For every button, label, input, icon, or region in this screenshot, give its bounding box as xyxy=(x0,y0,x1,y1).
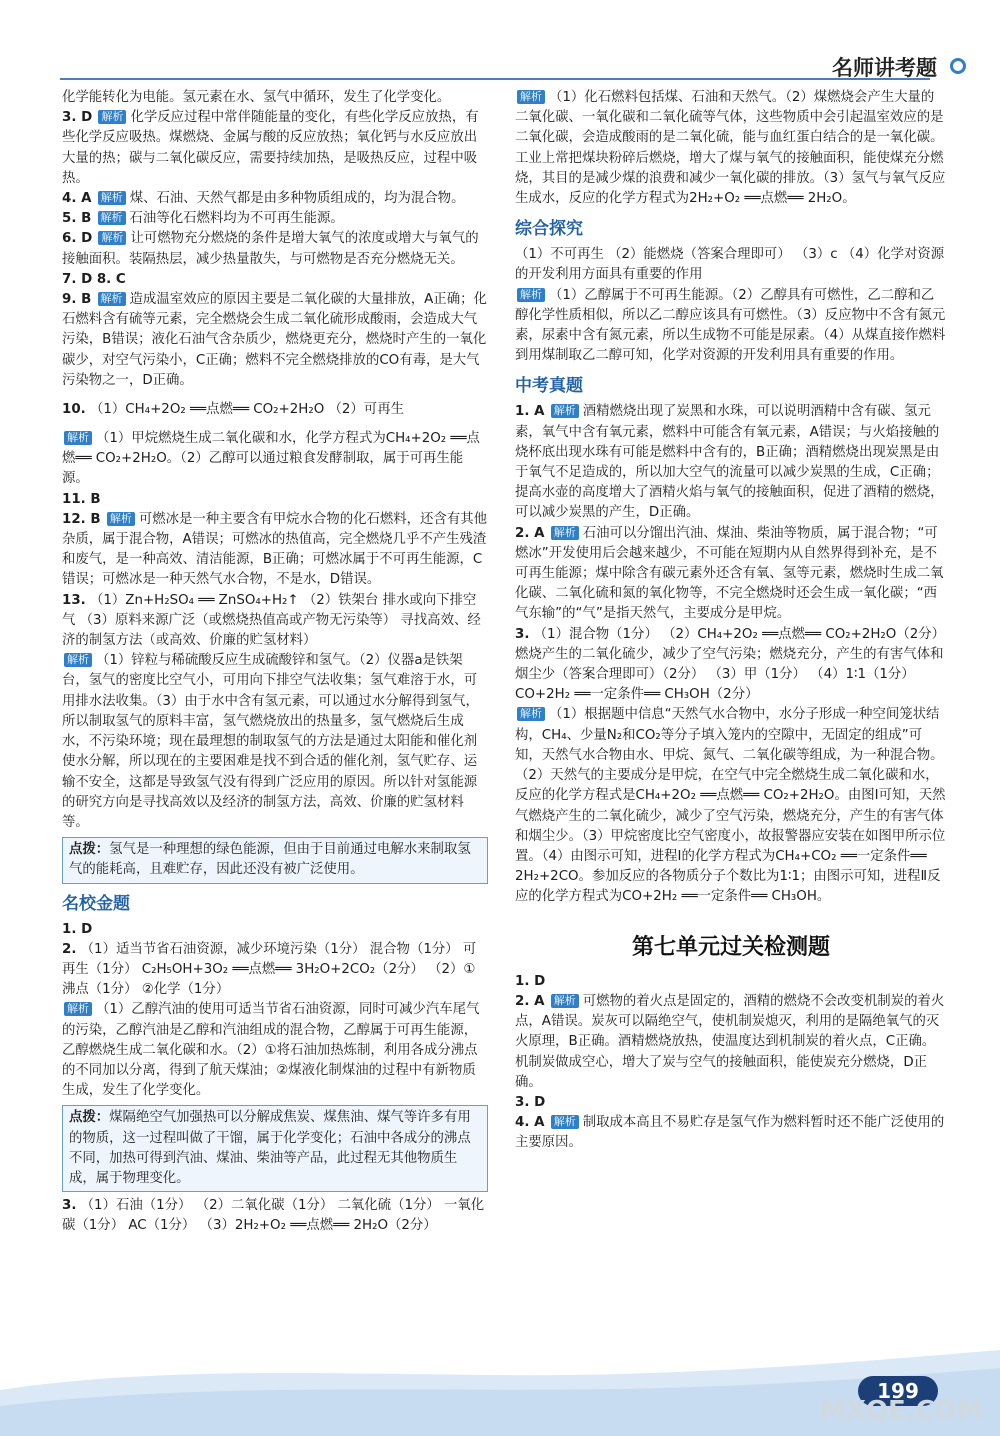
question-number: 5. B xyxy=(62,211,92,227)
answer-item xyxy=(515,1093,947,1113)
answer-text: （1）适当节省石油资源，减少环境污染（1分） 混合物（1分） 可再生（1分） C₂H₅OH+3O₂ ══点燃══ 3H₂O+2CO₂（2分） （2）①沸点（1分） ②化学（1分） xyxy=(62,941,477,998)
answer-item xyxy=(62,209,488,229)
answer-item xyxy=(62,88,488,108)
analysis-tag: 解析 xyxy=(64,1002,92,1016)
answer-text: 让可燃物充分燃烧的条件是增大氧气的浓度或增大与氧气的接触面积。装隔热层，减少热量散失，与可燃物是否充分燃烧无关。 xyxy=(62,231,479,267)
answer-item xyxy=(62,510,488,591)
analysis-tag: 解析 xyxy=(517,90,545,104)
answer-text: 石油等化石燃料均为不可再生能源。 xyxy=(129,211,344,227)
answer-text: 氢气是一种理想的绿色能源，但由于目前通过电解水来制取氢气的能耗高，且难贮存，因此还没有被广泛使用。 xyxy=(69,842,471,878)
answer-item xyxy=(62,920,488,940)
section-heading: 名校金题 xyxy=(62,893,130,914)
answer-item xyxy=(62,189,488,209)
answer-item xyxy=(62,270,488,290)
answer-text: （1）石油（1分） （2）二氧化碳（1分） 二氧化硫（1分） 一氧化碳（1分） AC（1分） （3）2H₂+O₂ ══点燃══ 2H₂O（2分） xyxy=(62,1198,485,1234)
header-title: 名师讲考题 xyxy=(832,56,937,80)
analysis-tag: 解析 xyxy=(551,404,579,418)
answer-text: （1）不可再生 （2）能燃烧（答案合理即可） （3）c （4）化学对资源的开发利用方面具有重要的作用 xyxy=(515,247,945,283)
header-circle-icon xyxy=(950,58,966,74)
question-number: 10. xyxy=(62,402,86,418)
question-number: 3. xyxy=(62,1198,77,1214)
question-number: 2. A xyxy=(515,993,545,1009)
question-number: 12. B xyxy=(62,511,101,527)
answer-text: 可燃物的着火点是固定的，酒精的燃烧不会改变机制炭的着火点，A错误。炭灰可以隔绝空气，使机制炭熄灭，利用的是隔绝氧气的灭火原理，B正确。酒精燃烧放热，使温度达到机制炭的着火点，C正确。机制炭做成空心，增大了炭与空气的接触面积，能使炭充分燃烧，D正确。 xyxy=(515,993,945,1090)
answer-text: 制取成本高且不易贮存是氢气作为燃料暂时还不能广泛使用的主要原因。 xyxy=(515,1115,945,1151)
analysis-tag: 解析 xyxy=(107,512,135,526)
question-number: 1. D xyxy=(62,921,93,937)
answer-text: 煤、石油、天然气都是由多种物质组成的，均为混合物。 xyxy=(129,191,465,207)
answer-item xyxy=(515,88,947,209)
analysis-tag: 解析 xyxy=(98,292,126,306)
question-number: 7. D 8. C xyxy=(62,271,126,287)
answer-item xyxy=(515,524,947,625)
analysis-tag: 解析 xyxy=(64,653,92,667)
analysis-tag: 解析 xyxy=(517,707,545,721)
answer-text: 酒精燃烧出现了炭黑和水珠，可以说明酒精中含有碳、氢元素，氧气中含有氧元素，燃料中可能含有氧元素，A错误；与火焰接触的烧杯底出现水珠有可能是燃料中含有的，B正确；酒精燃烧出现炭黑是由于氧气不足造成的，所以加大空气的流量可以减少炭黑的生成，C正确；提高水壶的高度增大了酒精火焰与氧气的接触面积，促进了酒精的燃烧，可以减少炭黑的产生，D正确。 xyxy=(515,404,944,521)
answer-item xyxy=(515,286,947,367)
answer-text: （1）乙醇属于不可再生能源。（2）乙醇具有可燃性，乙二醇和乙醇化学性质相似，所以乙二醇应该具有可燃性。（3）反应物中不含有氮元素，尿素中含有氮元素，所以生成物不可能是尿素。（4）从煤直接作燃料到用煤制取乙二醇可知，化学对资源的开发利用具有重要的作用。 xyxy=(515,287,946,364)
question-number: 6. D xyxy=(62,231,93,247)
answer-item xyxy=(515,705,947,907)
analysis-tag: 解析 xyxy=(98,191,126,205)
analysis-tag: 解析 xyxy=(551,994,579,1008)
answer-text: （1）CH₄+2O₂ ══点燃══ CO₂+2H₂O （2）可再生 xyxy=(90,402,404,418)
answer-text: （1）根据题中信息“天然气水合物中，水分子形成一种空间笼状结构，CH₄、少量N₂和CO₂等分子填入笼内的空隙中，无固定的组成”可知，天然气水合物由水、甲烷、氮气、二氧化碳等组成，为一种混合物。（2）天然气的主要成分是甲烷，在空气中完全燃烧生成二氧化碳和水，反应的化学方程式是CH₄+2O₂ ══点燃══ CO₂+2H₂O。由图Ⅰ可知，天然气燃烧产生的二氧化硫少，减少了空气污染，燃烧充分，产生的有害气体和烟尘少。（3）甲烷密度比空气密度小，故报警器应安装在如图甲所示位置。（4）由图示可知，进程Ⅰ的化学方程式为CH₄+CO₂ ══一定条件══ 2H₂+2CO。参加反应的各物质分子个数比为1∶1；由图示可知，进程Ⅱ反应的化学方程式为CO+2H₂ ══一定条件══ CH₃OH。 xyxy=(515,707,946,905)
question-number: 4. A xyxy=(515,1115,545,1131)
answer-text: 化学能转化为电能。氢元素在水、氢气中循环，发生了化学变化。 xyxy=(62,90,451,105)
question-number: 2. A xyxy=(515,525,545,541)
analysis-tag: 解析 xyxy=(517,288,545,302)
question-number: 3. D xyxy=(515,1094,546,1110)
answer-item xyxy=(62,1196,488,1236)
question-number: 3. xyxy=(515,626,530,642)
question-number: 1. A xyxy=(515,404,545,420)
answer-item xyxy=(62,108,488,189)
question-number: 11. B xyxy=(62,491,101,507)
answer-item xyxy=(515,245,947,285)
question-number: 3. D xyxy=(62,110,93,126)
unit-title: 第七单元过关检测题 xyxy=(631,934,830,960)
answer-item xyxy=(515,625,947,706)
answer-item xyxy=(515,972,947,992)
analysis-tag: 解析 xyxy=(64,431,92,445)
section-heading: 综合探究 xyxy=(515,219,583,240)
question-number: 9. B xyxy=(62,292,92,308)
analysis-tag: 解析 xyxy=(98,110,126,124)
answer-item xyxy=(62,397,488,423)
analysis-tag: 解析 xyxy=(98,231,126,245)
answer-text: （1）乙醇汽油的使用可适当节省石油资源，同时可减少汽车尾气的污染，乙醇汽油是乙醇和汽油组成的混合物，乙醇属于可再生能源，乙醇燃烧生成二氧化碳和水。（2）①将石油加热炼制，利用各成分沸点的不同加以分离，得到了航天煤油；②煤液化制煤油的过程中有新物质生成，发生了化学变化。 xyxy=(62,1002,480,1099)
answer-item xyxy=(62,429,488,490)
tip-box xyxy=(62,837,488,883)
question-number: 1. D xyxy=(515,973,546,989)
tip-label: 点拨： xyxy=(69,1110,110,1126)
tip-label: 点拨： xyxy=(69,842,110,858)
answer-text: 造成温室效应的原因主要是二氧化碳的大量排放，A正确；化石燃料含有硫等元素，完全燃烧会生成二氧化硫形成酸雨，会造成大气污染，B错误；液化石油气含杂质少，燃烧更充分，燃烧时产生的一氧化碳少，对空气污染小，C正确；燃料不完全燃烧排放的CO有毒，是大气污染物之一，D正确。 xyxy=(62,292,487,388)
answer-text: 煤隔绝空气加强热可以分解成焦炭、煤焦油、煤气等许多有用的物质，这一过程叫做了干馏，属于化学变化；石油中各成分的沸点不同，加热可得到汽油、煤油、柴油等产品，此过程无其他物质生成，属于物理变化。 xyxy=(69,1110,471,1186)
answer-item xyxy=(515,992,947,1093)
answer-item xyxy=(515,1113,947,1153)
question-number: 4. A xyxy=(62,191,92,207)
answer-item xyxy=(62,490,488,510)
header-rule xyxy=(60,78,930,80)
tip-box xyxy=(62,1105,488,1192)
question-number: 2. xyxy=(62,941,77,957)
watermark: MXQE.COM xyxy=(820,1396,983,1426)
page-number: 199 xyxy=(858,1376,938,1406)
answer-item xyxy=(62,940,488,1001)
analysis-tag: 解析 xyxy=(98,211,126,225)
answer-text: 可燃冰是一种主要含有甲烷水合物的化石燃料，还含有其他杂质，属于混合物，A错误；可燃冰的热值高，完全燃烧几乎不产生残渣和废气，是一种高效、清洁能源，B正确；可燃冰属于不可再生能源，C错误；可燃冰是一种天然气水合物，不是水，D错误。 xyxy=(62,511,488,588)
answer-item xyxy=(62,1000,488,1101)
analysis-tag: 解析 xyxy=(551,526,579,540)
answer-text: 化学反应过程中常伴随能量的变化，有些化学反应放热，有些化学反应吸热。煤燃烧、金属与酸的反应放热；氧化钙与水反应放出大量的热；碳与二氧化碳反应，需要持续加热，是吸热反应，过程中吸热。 xyxy=(62,110,479,186)
answer-item xyxy=(62,651,488,833)
answer-text: （1）Zn+H₂SO₄ ══ ZnSO₄+H₂↑ （2）铁架台 排水或向下排空气 （3）原料来源广泛（或燃烧热值高或产物无污染等） 寻找高效、经济的制氢方法（或高效、价廉的贮氢材料） xyxy=(62,592,481,649)
right-column xyxy=(515,88,947,1154)
answer-text: （1）锌粒与稀硫酸反应生成硫酸锌和氢气。（2）仪器a是铁架台，氢气的密度比空气小，可用向下排空气法收集；氢气难溶于水，可用排水法收集。（3）由于水中含有氢元素，可以通过水分解得到氢气，所以制取氢气的原料丰富，氢气燃烧放出的热量多，氢气燃烧后生成水，不污染环境；现在最理想的制取氢气的方法是通过太阳能和催化剂使水分解，所以现在的主要困难是找不到合适的催化剂，氢气贮存、运输不安全，这都是导致氢气没有得到广泛应用的原因。所以针对氢能源的研究方向是寻找高效以及经济的制氢方法，高效、价廉的贮氢材料等。 xyxy=(62,653,479,830)
left-column xyxy=(62,88,488,1237)
analysis-tag: 解析 xyxy=(551,1115,579,1129)
answer-item xyxy=(515,402,947,523)
answer-text: 石油可以分馏出汽油、煤油、柴油等物质，属于混合物；“可燃冰”开发使用后会越来越少，不可能在短期内从自然界得到补充，是不可再生能源；煤中除含有碳元素外还含有氧、氢等元素，燃烧时生成二氧化碳、二氧化硫和氮的氧化物等，不完全燃烧时还会生成一氧化碳；“西气东输”的“气”是指天然气，主要成分是甲烷。 xyxy=(515,525,944,622)
answer-item xyxy=(62,290,488,391)
answer-text: （1）混合物（1分） （2）CH₄+2O₂ ══点燃══ CO₂+2H₂O（2分） 燃烧产生的二氧化硫少，减少了空气污染；燃烧充分，产生的有害气体和烟尘少（答案合理即可）（2分） （3）甲（1分） （4）1∶1（1分） CO+2H₂ ══一定条件══ CH₃OH（2分） xyxy=(515,626,946,703)
answer-item xyxy=(62,229,488,269)
answer-text: （1）甲烷燃烧生成二氧化碳和水，化学方程式为CH₄+2O₂ ══点燃══ CO₂+2H₂O。（2）乙醇可以通过粮食发酵制取，属于可再生能源。 xyxy=(62,431,480,487)
answer-item xyxy=(62,591,488,652)
question-number: 13. xyxy=(62,592,86,608)
answer-text: （1）化石燃料包括煤、石油和天然气。（2）煤燃烧会产生大量的二氧化碳、一氧化碳和二氧化硫等气体，这些物质中会引起温室效应的是二氧化碳，会造成酸雨的是二氧化硫，能与血红蛋白结合的是一氧化碳。工业上常把煤块粉碎后燃烧，增大了煤与氧气的接触面积，能使煤充分燃烧，其目的是减少煤的浪费和减少一氧化碳的排放。（3）氢气与氧气反应生成水，反应的化学方程式为2H₂+O₂ ══点燃══ 2H₂O。 xyxy=(515,90,946,207)
section-heading: 中考真题 xyxy=(515,376,583,397)
